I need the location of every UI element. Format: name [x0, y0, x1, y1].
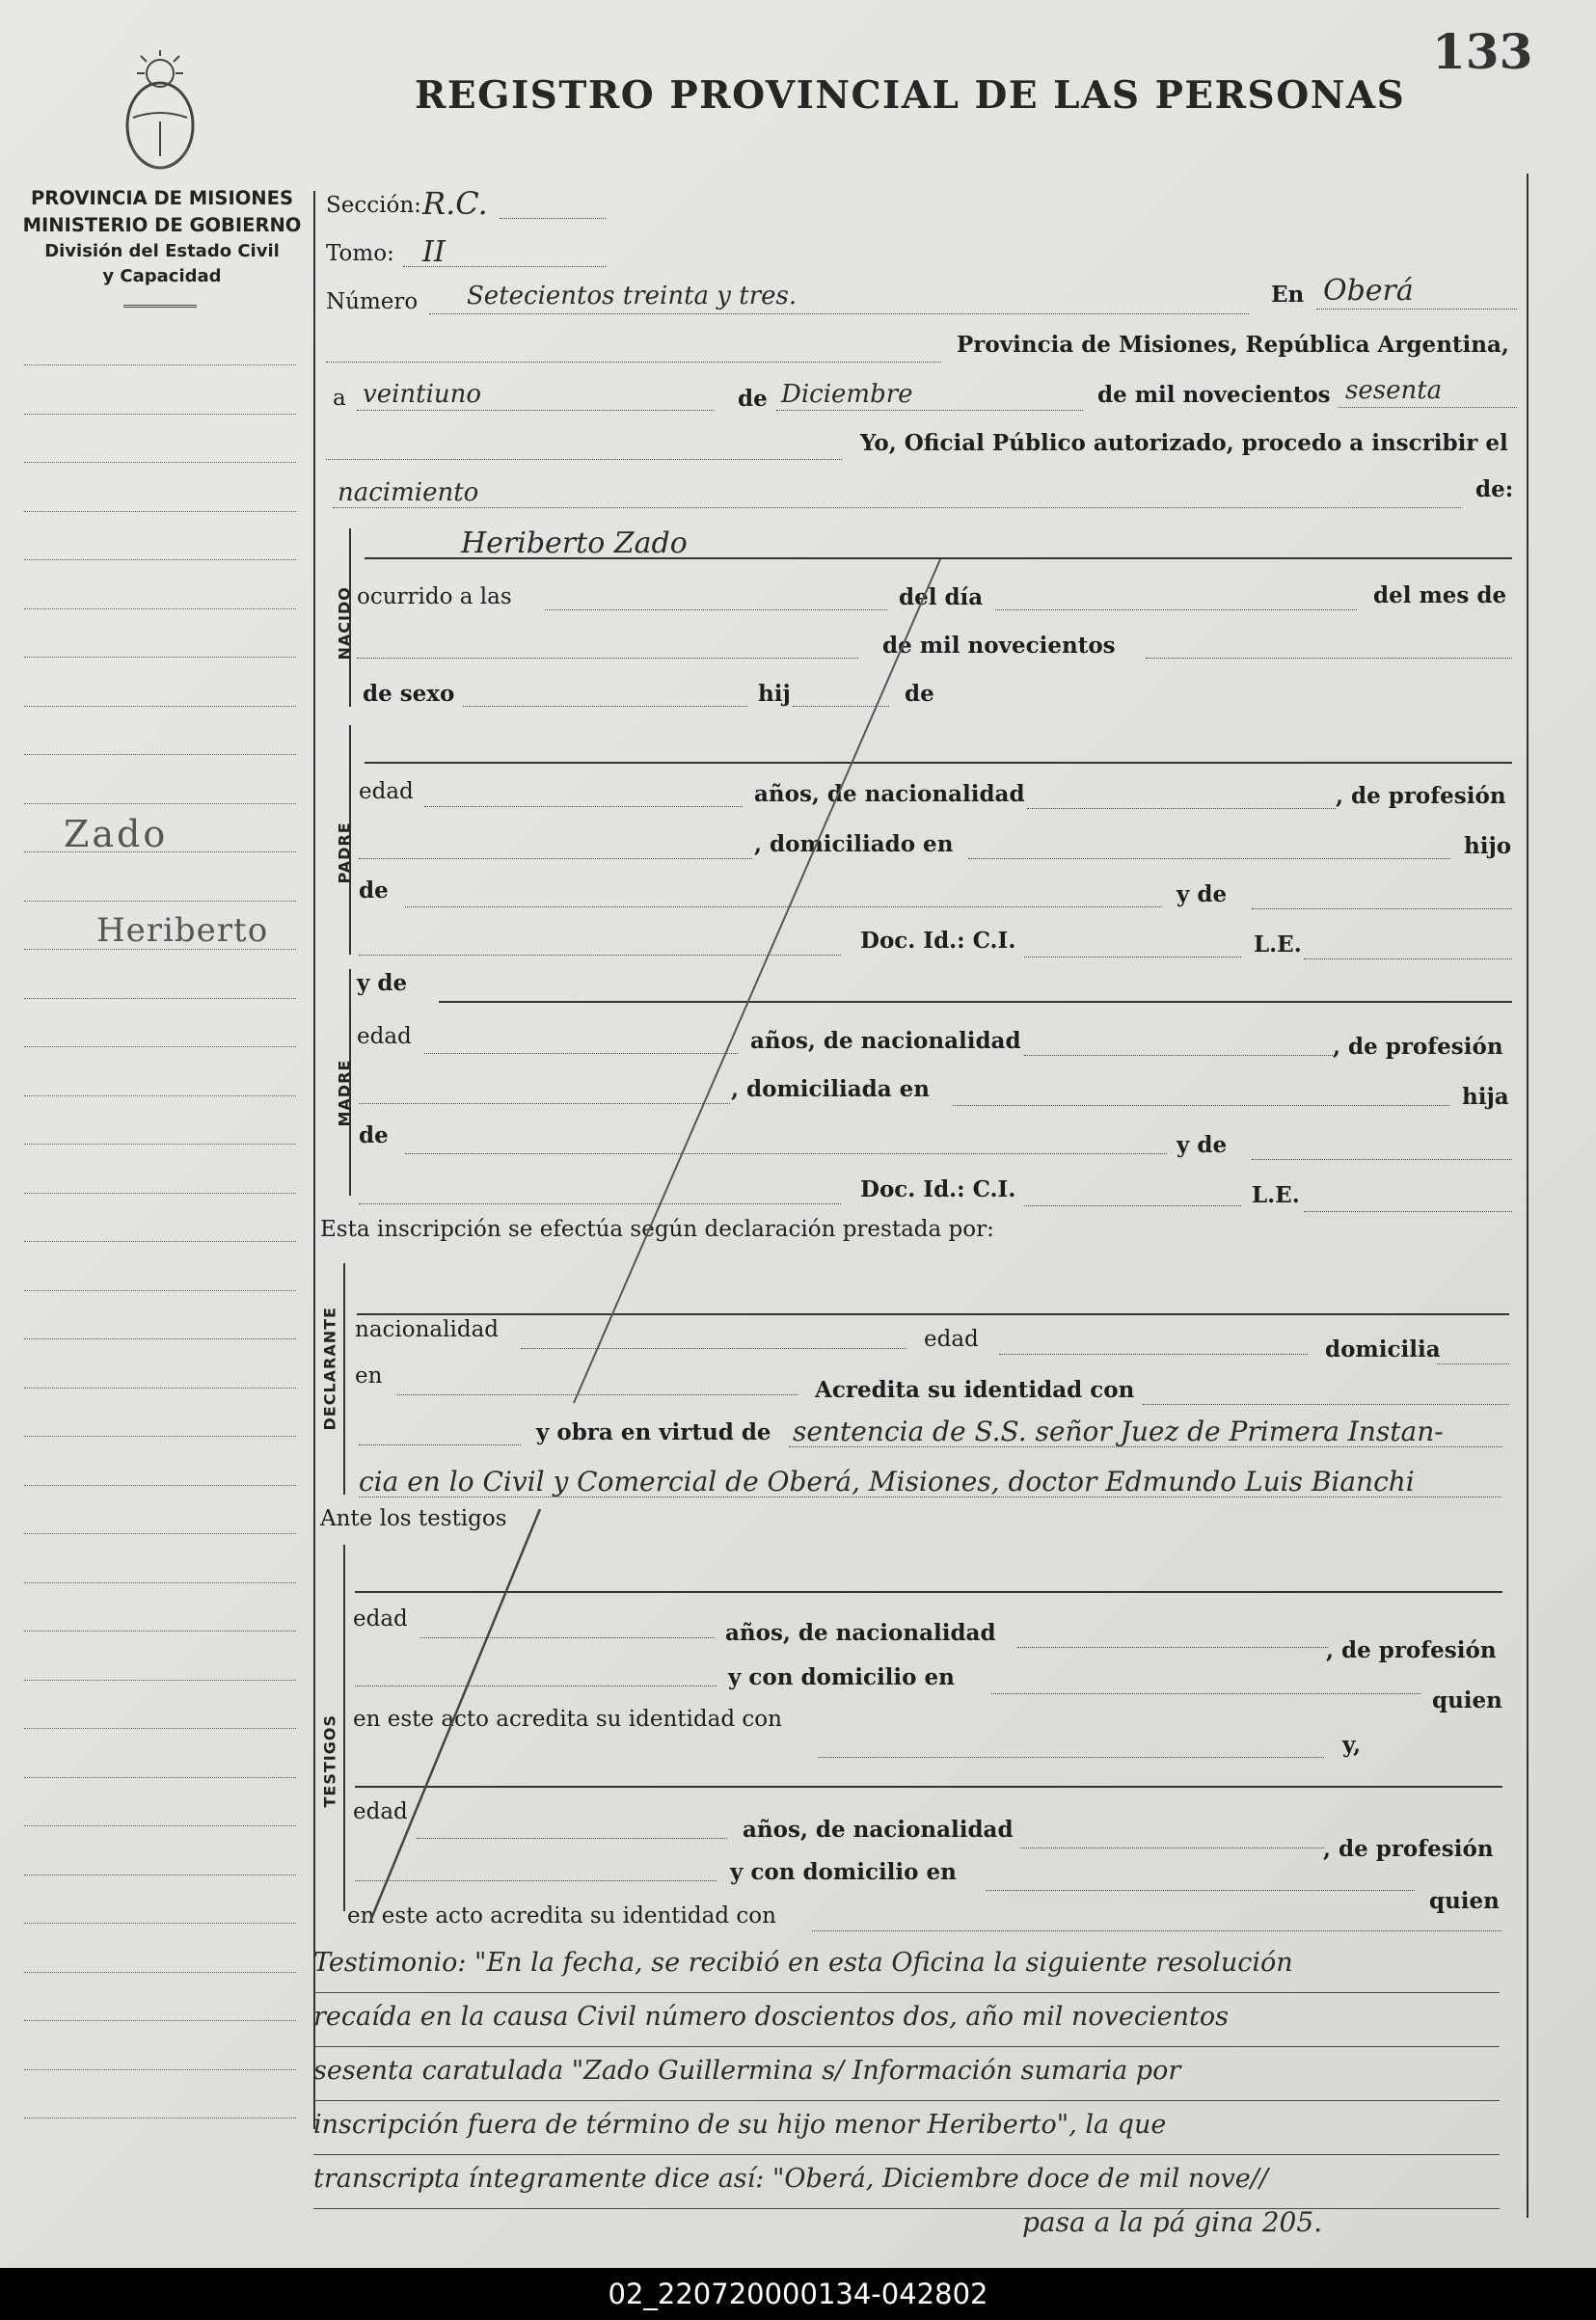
declarante-en-label: en	[355, 1363, 383, 1389]
declarante-obra-value-2: cia en lo Civil y Comercial de Oberá, Misiones, doctor Edmundo Luis Bianchi	[359, 1466, 1415, 1497]
madre-le-label: L.E.	[1252, 1182, 1300, 1208]
numero-value: Setecientos treinta y tres.	[467, 282, 798, 310]
scan-id-text: 02_220720000134-042802	[608, 2278, 988, 2310]
sexo-label: de sexo	[363, 681, 455, 707]
year-label: de mil novecientos	[1097, 382, 1331, 408]
testigo2-acredita-label: en este acto acredita su identidad con	[347, 1903, 776, 1929]
testimonio-line-3: sesenta caratulada "Zado Guillermina s/ Información sumaria por	[313, 2056, 1181, 2086]
division-name-2: y Capacidad	[102, 266, 222, 286]
testimonio-line-4: inscripción fuera de término de su hijo menor Heriberto", la que	[313, 2110, 1167, 2140]
testimonio-line-1: Testimonio: "En la fecha, se recibió en esta Oficina la siguiente resolución	[313, 1948, 1293, 1978]
testigo2-nac-label: años, de nacionalidad	[743, 1817, 1014, 1843]
acto-value: nacimiento	[338, 478, 479, 507]
del-dia-label: del día	[899, 584, 984, 610]
testimonio-continues: pasa a la pá gina 205.	[1022, 2206, 1323, 2238]
testigo1-dom-label: y con domicilio en	[728, 1664, 955, 1690]
testigo1-acredita-label: en este acto acredita su identidad con	[353, 1707, 782, 1732]
padre-yde-label: y de	[1177, 881, 1228, 907]
testigo2-dom-label: y con domicilio en	[730, 1859, 957, 1885]
madre-nac-label: años, de nacionalidad	[750, 1028, 1021, 1054]
mil-novecientos-label: de mil novecientos	[882, 633, 1116, 659]
de-label: de	[738, 386, 768, 412]
en-label: En	[1271, 282, 1305, 308]
nacido-side-label: NACIDO	[335, 586, 354, 661]
de-colon: de:	[1475, 476, 1514, 502]
madre-de-label: de	[359, 1122, 389, 1148]
madre-side-label: MADRE	[335, 1059, 354, 1127]
child-name: Heriberto Zado	[461, 526, 688, 560]
madre-yde2-label: y de	[1177, 1132, 1228, 1158]
declarante-nac-label: nacionalidad	[355, 1317, 500, 1342]
month-value: Diciembre	[781, 380, 913, 409]
testigos-intro: Ante los testigos	[320, 1506, 507, 1531]
declarante-acredita-label: Acredita su identidad con	[815, 1377, 1135, 1403]
hij-label: hij	[758, 681, 791, 707]
ministry-name: MINISTERIO DE GOBIERNO	[22, 214, 302, 236]
padre-edad-label: edad	[359, 779, 414, 804]
testigo1-y-label: y,	[1342, 1732, 1362, 1758]
madre-hija-label: hija	[1462, 1084, 1509, 1110]
declarante-obra-value-1: sentencia de S.S. señor Juez de Primera Instan-	[793, 1416, 1444, 1447]
padre-de-label: de	[359, 877, 389, 904]
padre-dom-label: , domiciliado en	[754, 831, 954, 857]
testigo2-prof-label: , de profesión	[1323, 1836, 1494, 1862]
madre-dom-label: , domiciliada en	[731, 1076, 930, 1102]
padre-side-label: PADRE	[335, 822, 354, 884]
province-name: PROVINCIA DE MISIONES	[31, 187, 293, 209]
madre-prof-label: , de profesión	[1333, 1034, 1503, 1060]
de-label-nac: de	[905, 681, 934, 707]
declarante-dom-label: domicilia	[1325, 1336, 1441, 1362]
declarante-edad-label: edad	[924, 1327, 979, 1352]
testigo1-nac-label: años, de nacionalidad	[725, 1620, 996, 1646]
padre-hijo-label: hijo	[1464, 833, 1512, 859]
division-name: División del Estado Civil	[44, 241, 280, 261]
oficial-text: Yo, Oficial Público autorizado, procedo a inscribir el	[860, 430, 1508, 456]
seccion-value: R.C.	[422, 185, 488, 222]
padre-le-label: L.E.	[1254, 931, 1302, 958]
madre-edad-label: edad	[357, 1024, 412, 1049]
tomo-label: Tomo:	[326, 241, 394, 266]
padre-doc-label: Doc. Id.: C.I.	[860, 928, 1016, 954]
margin-given-name: Heriberto	[96, 911, 269, 950]
a-label: a	[333, 386, 346, 411]
padre-prof-label: , de profesión	[1336, 783, 1506, 809]
margin-surname: Zado	[64, 813, 169, 855]
numero-label: Número	[326, 289, 419, 314]
declarante-side-label: DECLARANTE	[320, 1307, 339, 1431]
madre-doc-label: Doc. Id.: C.I.	[860, 1176, 1016, 1202]
seccion-label: Sección:	[326, 193, 421, 218]
padre-nac-label: años, de nacionalidad	[754, 781, 1025, 807]
testimonio-line-2: recaída en la causa Civil número doscientos dos, año mil novecientos	[313, 2002, 1229, 2032]
declarante-intro: Esta inscripción se efectúa según declaración prestada por:	[320, 1217, 994, 1242]
madre-yde-label: y de	[357, 970, 408, 996]
testimonio-line-5: transcripta íntegramente dice así: "Oberá, Diciembre doce de mil nove//	[313, 2164, 1268, 2194]
en-value: Oberá	[1323, 274, 1414, 308]
testigos-side-label: TESTIGOS	[320, 1714, 339, 1808]
testigo1-edad-label: edad	[353, 1606, 408, 1632]
testigo2-quien-label: quien	[1429, 1888, 1500, 1914]
provincia-text: Provincia de Misiones, República Argentina,	[957, 332, 1509, 358]
declarante-obra-label: y obra en virtud de	[536, 1419, 771, 1445]
page-title: REGISTRO PROVINCIAL DE LAS PERSONAS	[415, 73, 1406, 118]
scan-id-footer	[0, 2268, 1596, 2320]
ocurrido-label: ocurrido a las	[357, 584, 512, 609]
testigo2-edad-label: edad	[353, 1799, 408, 1824]
testigo1-prof-label: , de profesión	[1326, 1637, 1497, 1663]
year-value: sesenta	[1345, 376, 1443, 405]
del-mes-label: del mes de	[1373, 582, 1507, 608]
testigo1-quien-label: quien	[1432, 1687, 1502, 1713]
day-value: veintiuno	[363, 380, 482, 409]
folio-number: 133	[1432, 23, 1533, 80]
tomo-value: II	[422, 235, 446, 269]
